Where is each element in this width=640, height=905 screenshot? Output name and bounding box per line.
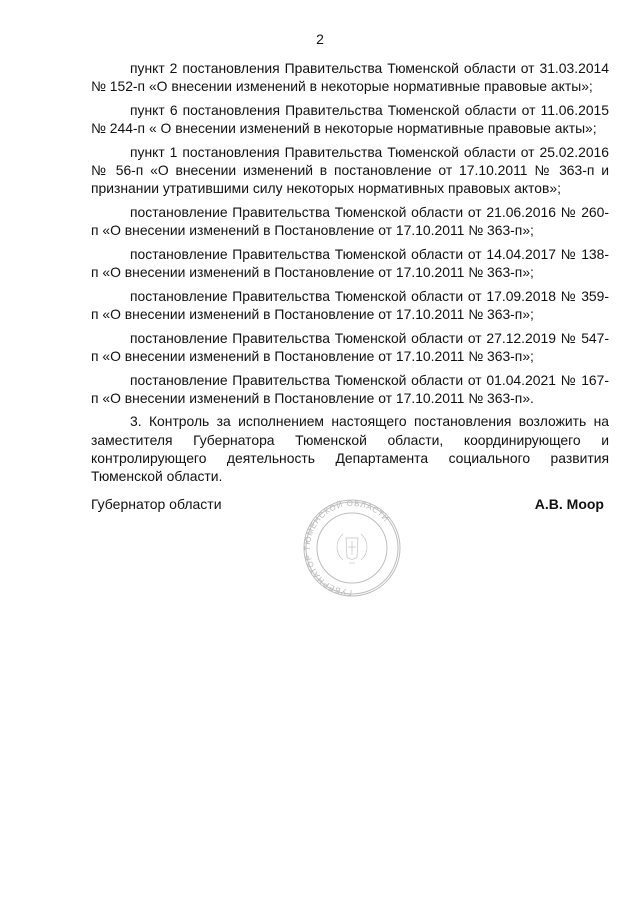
signatory-name: А.В. Моор <box>534 496 604 512</box>
paragraph: пункт 6 постановления Правительства Тюменской области от 11.06.2015 № 244-п « О внесении изменений в некоторые нормативные правовые акты»; <box>91 101 609 137</box>
official-seal <box>291 497 413 597</box>
paragraph: постановление Правительства Тюменской области от 14.04.2017 № 138-п «О внесении изменений в Постановление от 17.10.2011 № 363-п»; <box>91 245 609 281</box>
paragraph: постановление Правительства Тюменской области от 01.04.2021 № 167-п «О внесении изменений в Постановление от 17.10.2011 № 363-п». <box>91 371 609 406</box>
page-number: 2 <box>316 31 324 47</box>
paragraph: постановление Правительства Тюменской области от 21.06.2016 № 260-п «О внесении изменений в Постановление от 17.10.2011 № 363-п»; <box>91 203 609 239</box>
paragraph: пункт 2 постановления Правительства Тюменской области от 31.03.2014 № 152-п «О внесении изменений в некоторые нормативные правовые акты»; <box>91 60 609 95</box>
seal-outer-text: ГУБЕРНАТОР ТЮМЕНСКОЙ ОБЛАСТИ <box>302 498 391 597</box>
paragraph: постановление Правительства Тюменской области от 17.09.2018 № 359-п «О внесении изменений в Постановление от 17.10.2011 № 363-п»; <box>91 287 609 322</box>
document-body <box>91 59 609 491</box>
paragraph: постановление Правительства Тюменской области от 27.12.2019 № 547-п «О внесении изменений в Постановление от 17.10.2011 № 363-п»; <box>91 329 609 364</box>
control-paragraph: 3. Контроль за исполнением настоящего постановления возложить на заместителя Губернатора Тюменской области, координирующего и контролирующего деятельность Департамента социального развития Тюменской области. <box>91 413 609 485</box>
signatory-title: Губернатор области <box>91 496 222 512</box>
paragraph: пункт 1 постановления Правительства Тюменской области от 25.02.2016 № 56-п «О внесении изменений в постановление от 17.10.2011 № 363-п и признании утратившими силу некоторых нормативных правовых актов»; <box>91 143 609 197</box>
